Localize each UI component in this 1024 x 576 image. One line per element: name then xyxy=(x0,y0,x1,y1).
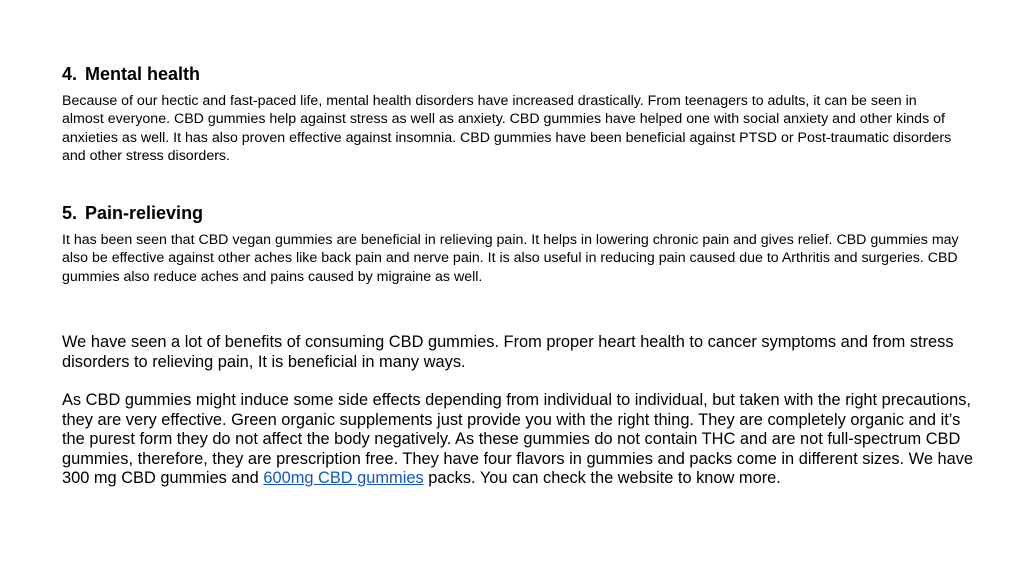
summary-paragraph: We have seen a lot of benefits of consuming CBD gummies. From proper heart health to cancer symptoms and from stress disorders to relieving pain, It is beneficial in many ways. xyxy=(62,333,954,371)
section-body-pain-relieving: It has been seen that CBD vegan gummies are beneficial in relieving pain. It helps in lowering chronic pain and gives relief. CBD gummies may also be effective against other aches like back pain and nerve pain. It is also useful in reducing pain caused due to Arthritis and surgeries. CBD gummies also reduce aches and pains caused by migraine as well. xyxy=(62,232,959,285)
section-heading-pain-relieving xyxy=(62,203,203,224)
section-number: 4. xyxy=(62,64,78,84)
closing-text-after-link: packs. You can check the website to know more. xyxy=(423,469,781,488)
section-body-mental-health: Because of our hectic and fast-paced life, mental health disorders have increased drastically. From teenagers to adults, it can be seen in almost everyone. CBD gummies help against stress as well as anxiety. CBD gummies have helped one with social anxiety and other kinds of anxieties as well. It has also proven effective against insomnia. CBD gummies have been beneficial against PTSD or Post-traumatic disorders and other stress disorders. xyxy=(62,93,952,164)
section-heading-mental-health xyxy=(62,64,200,85)
600mg-cbd-gummies-link[interactable]: 600mg CBD gummies xyxy=(263,469,424,488)
section-title: Mental health xyxy=(85,64,201,84)
section-title: Pain-relieving xyxy=(85,203,204,223)
closing-paragraph xyxy=(62,391,974,489)
section-number: 5. xyxy=(62,203,78,223)
closing-text-before-link: As CBD gummies might induce some side effects depending from individual to individual, but taken with the right precautions, they are very effective. Green organic supplements just provide you with the right thing. They are completely organic and it’s the purest form they do not affect the body negatively. As these gummies do not contain THC and are not full-spectrum CBD gummies, therefore, they are prescription free. They have four flavors in gummies and packs come in different sizes. We have 300 mg CBD gummies and xyxy=(62,391,974,488)
